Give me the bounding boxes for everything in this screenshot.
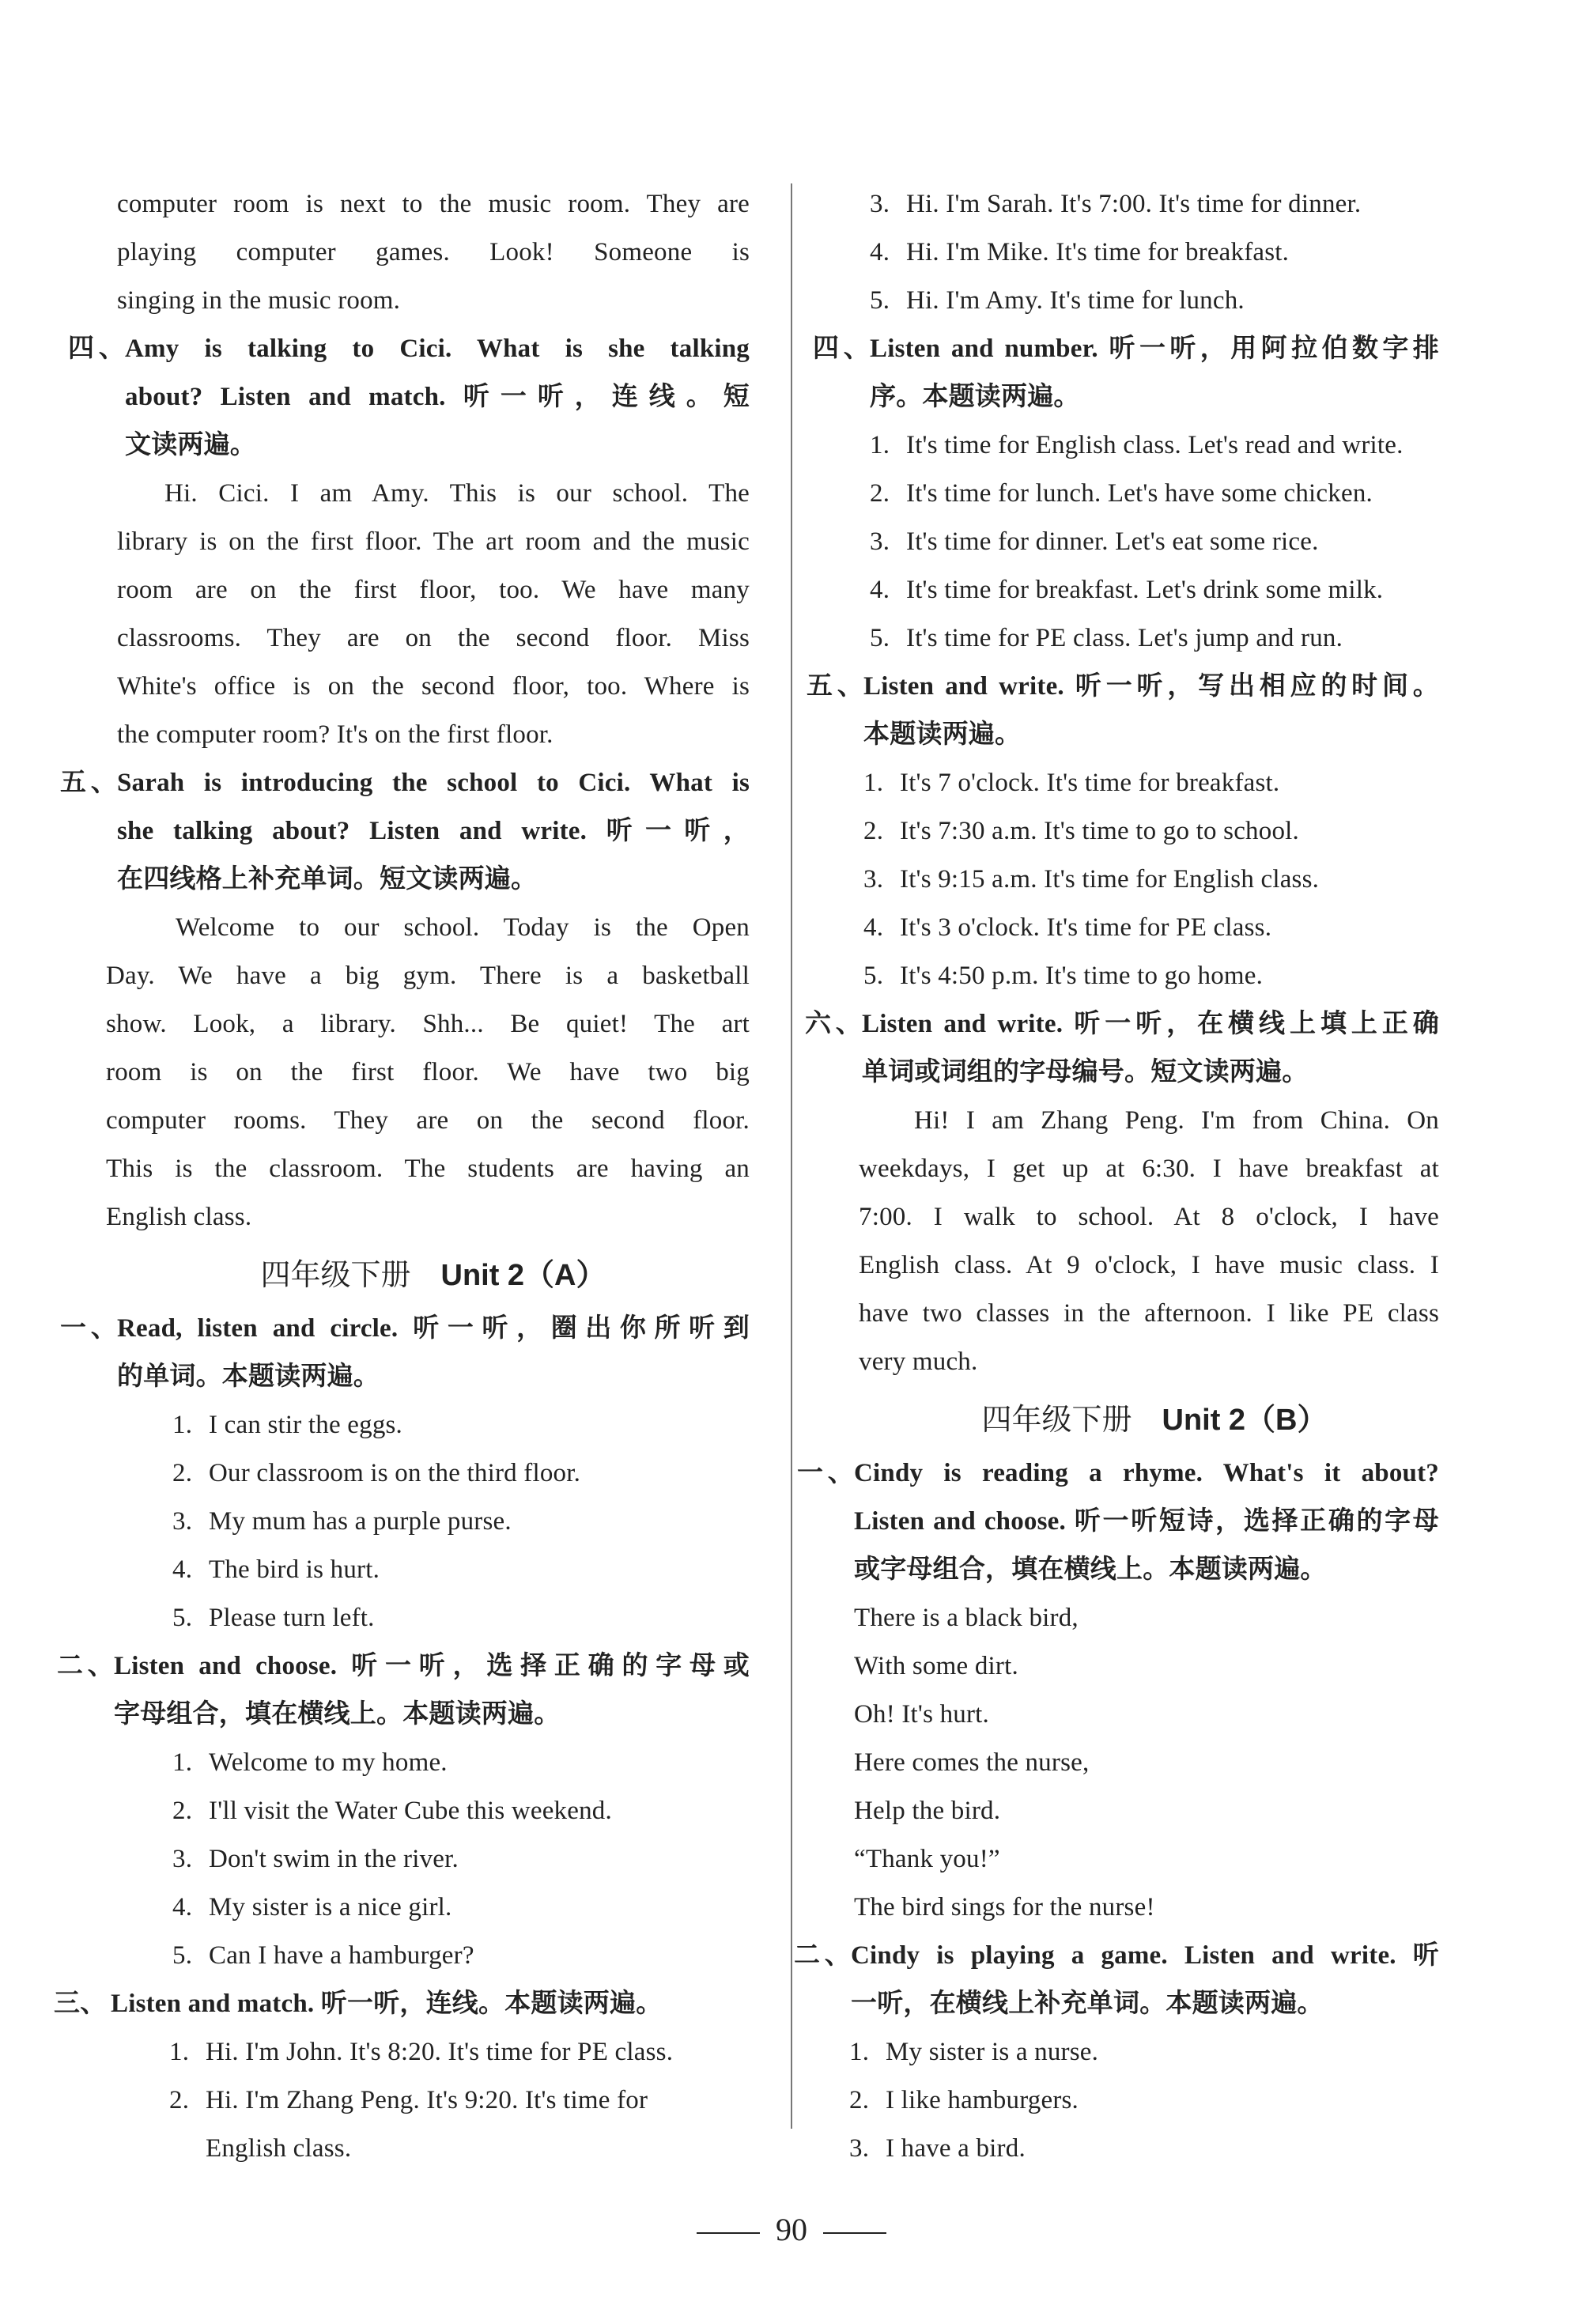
list-item: 3. It's 9:15 a.m. It's time for English class. bbox=[863, 865, 1320, 894]
poem bbox=[854, 1594, 1439, 1932]
list-item: 1. Welcome to my home. bbox=[172, 1748, 448, 1777]
question-a1 bbox=[60, 1305, 750, 1401]
list-item: 1. My sister is a nurse. bbox=[849, 2038, 1099, 2066]
text-line: very much. bbox=[859, 1347, 978, 1376]
text-line: Welcome to our school. Today is the Open bbox=[176, 913, 750, 942]
left-column bbox=[54, 180, 750, 2173]
list-item: 2. It's time for lunch. Let's have some chicken. bbox=[870, 479, 1373, 508]
page-number-dash bbox=[697, 2232, 760, 2234]
question-heading: 在四线格上补充单词。短文读两遍。 bbox=[117, 865, 538, 894]
list-item: 5. It's time for PE class. Let's jump and run. bbox=[870, 624, 1343, 652]
text-line: English class. bbox=[206, 2134, 352, 2163]
passage-a6 bbox=[859, 1097, 1439, 1386]
question-heading: 一听，在横线上补充单词。本题读两遍。 bbox=[851, 1990, 1324, 2018]
question-b1 bbox=[797, 1449, 1439, 1594]
list-item: 4. The bird is hurt. bbox=[172, 1555, 380, 1584]
question-4 bbox=[68, 325, 750, 470]
text-line: library is on the first floor. The art room and the music bbox=[117, 527, 750, 556]
question-heading: 的单词。本题读两遍。 bbox=[117, 1362, 380, 1391]
question-heading: 四、Listen and number. 听一听，用阿拉伯数字排 bbox=[813, 334, 1439, 363]
question-heading: about? Listen and match. 听一听，连线。短 bbox=[125, 383, 750, 411]
list-item: 3. It's time for dinner. Let's eat some rice. bbox=[870, 527, 1319, 556]
intro-paragraph bbox=[117, 180, 750, 325]
text-line: English class. bbox=[106, 1203, 252, 1231]
poem-line: “Thank you!” bbox=[854, 1845, 1000, 1873]
question-a2 bbox=[57, 1642, 750, 1739]
question-heading: 文读两遍。 bbox=[125, 431, 256, 459]
list-item: 3. Don't swim in the river. bbox=[172, 1845, 459, 1873]
question-heading: 一、Read, listen and circle. 听一听，圈出你所听到 bbox=[60, 1314, 750, 1343]
list-item: 3. Hi. I'm Sarah. It's 7:00. It's time for dinner. bbox=[870, 190, 1362, 218]
item-list bbox=[863, 759, 1439, 1000]
column-divider bbox=[791, 183, 792, 2129]
question-5 bbox=[60, 759, 750, 904]
question-heading: she talking about? Listen and write. 听一听， bbox=[117, 817, 750, 845]
list-item: 3. I have a bird. bbox=[849, 2134, 1026, 2163]
question-heading: 六、Listen and write. 听一听，在横线上填上正确 bbox=[805, 1010, 1439, 1038]
question-a5 bbox=[807, 663, 1439, 759]
question-heading: 四、Amy is talking to Cici. What is she talking bbox=[68, 334, 750, 363]
text-line: Hi! I am Zhang Peng. I'm from China. On bbox=[914, 1106, 1439, 1135]
question-heading: 字母组合，填在横线上。本题读两遍。 bbox=[114, 1700, 561, 1729]
right-column bbox=[794, 180, 1439, 2173]
poem-line: Oh! It's hurt. bbox=[854, 1700, 989, 1729]
text-line: classrooms. They are on the second floor. Miss bbox=[117, 624, 750, 652]
list-item: 3. My mum has a purple purse. bbox=[172, 1507, 512, 1536]
question-heading: 或字母组合，填在横线上。本题读两遍。 bbox=[854, 1555, 1327, 1584]
question-heading: 单词或词组的字母编号。短文读两遍。 bbox=[862, 1058, 1309, 1086]
question-b2 bbox=[794, 1932, 1439, 2028]
page-number-dash bbox=[823, 2232, 886, 2234]
question-a4 bbox=[813, 325, 1439, 421]
passage-q5 bbox=[106, 904, 750, 1241]
list-item: 1. It's 7 o'clock. It's time for breakfast. bbox=[863, 769, 1280, 797]
text-line: weekdays, I get up at 6:30. I have breakfast at bbox=[859, 1154, 1439, 1183]
text-line: room are on the first floor, too. We have many bbox=[117, 576, 750, 604]
text-line: show. Look, a library. Shh... Be quiet! The art bbox=[106, 1010, 750, 1038]
poem-line: Here comes the nurse, bbox=[854, 1748, 1090, 1777]
text-line: singing in the music room. bbox=[117, 286, 401, 315]
list-item: 5. Please turn left. bbox=[172, 1604, 375, 1632]
question-heading: 五、Listen and write. 听一听，写出相应的时间。 bbox=[807, 672, 1439, 701]
question-heading: 本题读两遍。 bbox=[863, 720, 1022, 749]
poem-line: The bird sings for the nurse! bbox=[854, 1893, 1155, 1922]
text-line: 7:00. I walk to school. At 8 o'clock, I have bbox=[859, 1203, 1439, 1231]
item-list bbox=[849, 2028, 1439, 2173]
item-list bbox=[169, 2028, 750, 2173]
question-heading: 序。本题读两遍。 bbox=[870, 383, 1080, 411]
list-item: 4. My sister is a nice girl. bbox=[172, 1893, 452, 1922]
text-line: playing computer games. Look! Someone is bbox=[117, 238, 750, 266]
unit-title: 四年级下册 Unit 2（B） bbox=[981, 1404, 1328, 1437]
poem-line: There is a black bird, bbox=[854, 1604, 1079, 1632]
list-item: 4. It's 3 o'clock. It's time for PE class. bbox=[863, 913, 1272, 942]
question-heading: 二、Listen and choose. 听一听，选择正确的字母或 bbox=[57, 1652, 750, 1680]
item-list bbox=[172, 1739, 750, 1980]
text-line: White's office is on the second floor, too. Where is bbox=[117, 672, 750, 701]
question-heading: 五、Sarah is introducing the school to Cici. What is bbox=[60, 769, 750, 797]
item-list bbox=[870, 180, 1439, 325]
poem-line: Help the bird. bbox=[854, 1797, 1001, 1825]
text-line: Hi. Cici. I am Amy. This is our school. The bbox=[164, 479, 750, 508]
list-item: 2. I'll visit the Water Cube this weekend. bbox=[172, 1797, 612, 1825]
page-number: 90 bbox=[0, 2206, 1583, 2254]
list-item: 1. I can stir the eggs. bbox=[172, 1411, 403, 1439]
question-a6 bbox=[805, 1000, 1439, 1097]
list-item: 5. It's 4:50 p.m. It's time to go home. bbox=[863, 962, 1264, 990]
unit-title: 四年级下册 Unit 2（A） bbox=[260, 1259, 606, 1292]
question-heading: Listen and choose. 听一听短诗，选择正确的字母 bbox=[854, 1507, 1439, 1536]
question-a3 bbox=[54, 1980, 750, 2028]
list-item: 2. I like hamburgers. bbox=[849, 2086, 1079, 2114]
list-item: 4. It's time for breakfast. Let's drink some milk. bbox=[870, 576, 1384, 604]
list-item: 2. Our classroom is on the third floor. bbox=[172, 1459, 581, 1487]
text-line: computer room is next to the music room. They are bbox=[117, 190, 750, 218]
text-line: Day. We have a big gym. There is a basketball bbox=[106, 962, 750, 990]
list-item: 1. Hi. I'm John. It's 8:20. It's time for PE class. bbox=[169, 2038, 674, 2066]
text-line: the computer room? It's on the first floor. bbox=[117, 720, 553, 749]
item-list bbox=[172, 1401, 750, 1642]
text-line: have two classes in the afternoon. I like PE class bbox=[859, 1299, 1439, 1328]
list-item: 2. Hi. I'm Zhang Peng. It's 9:20. It's time for bbox=[169, 2086, 648, 2114]
item-list bbox=[870, 421, 1439, 663]
text-line: English class. At 9 o'clock, I have music class. I bbox=[859, 1251, 1439, 1279]
question-heading: 三、 Listen and match. 听一听，连线。本题读两遍。 bbox=[54, 1990, 663, 2018]
question-heading: 一、Cindy is reading a rhyme. What's it about? bbox=[797, 1459, 1439, 1487]
text-line: computer rooms. They are on the second floor. bbox=[106, 1106, 750, 1135]
list-item: 5. Hi. I'm Amy. It's time for lunch. bbox=[870, 286, 1245, 315]
poem-line: With some dirt. bbox=[854, 1652, 1018, 1680]
list-item: 5. Can I have a hamburger? bbox=[172, 1941, 474, 1970]
passage-q4 bbox=[117, 470, 750, 759]
list-item: 4. Hi. I'm Mike. It's time for breakfast. bbox=[870, 238, 1290, 266]
text-line: This is the classroom. The students are having an bbox=[106, 1154, 750, 1183]
list-item: 2. It's 7:30 a.m. It's time to go to school. bbox=[863, 817, 1299, 845]
question-heading: 二、Cindy is playing a game. Listen and write. 听 bbox=[794, 1941, 1439, 1970]
list-item: 1. It's time for English class. Let's read and write. bbox=[870, 431, 1404, 459]
text-line: room is on the first floor. We have two big bbox=[106, 1058, 750, 1086]
